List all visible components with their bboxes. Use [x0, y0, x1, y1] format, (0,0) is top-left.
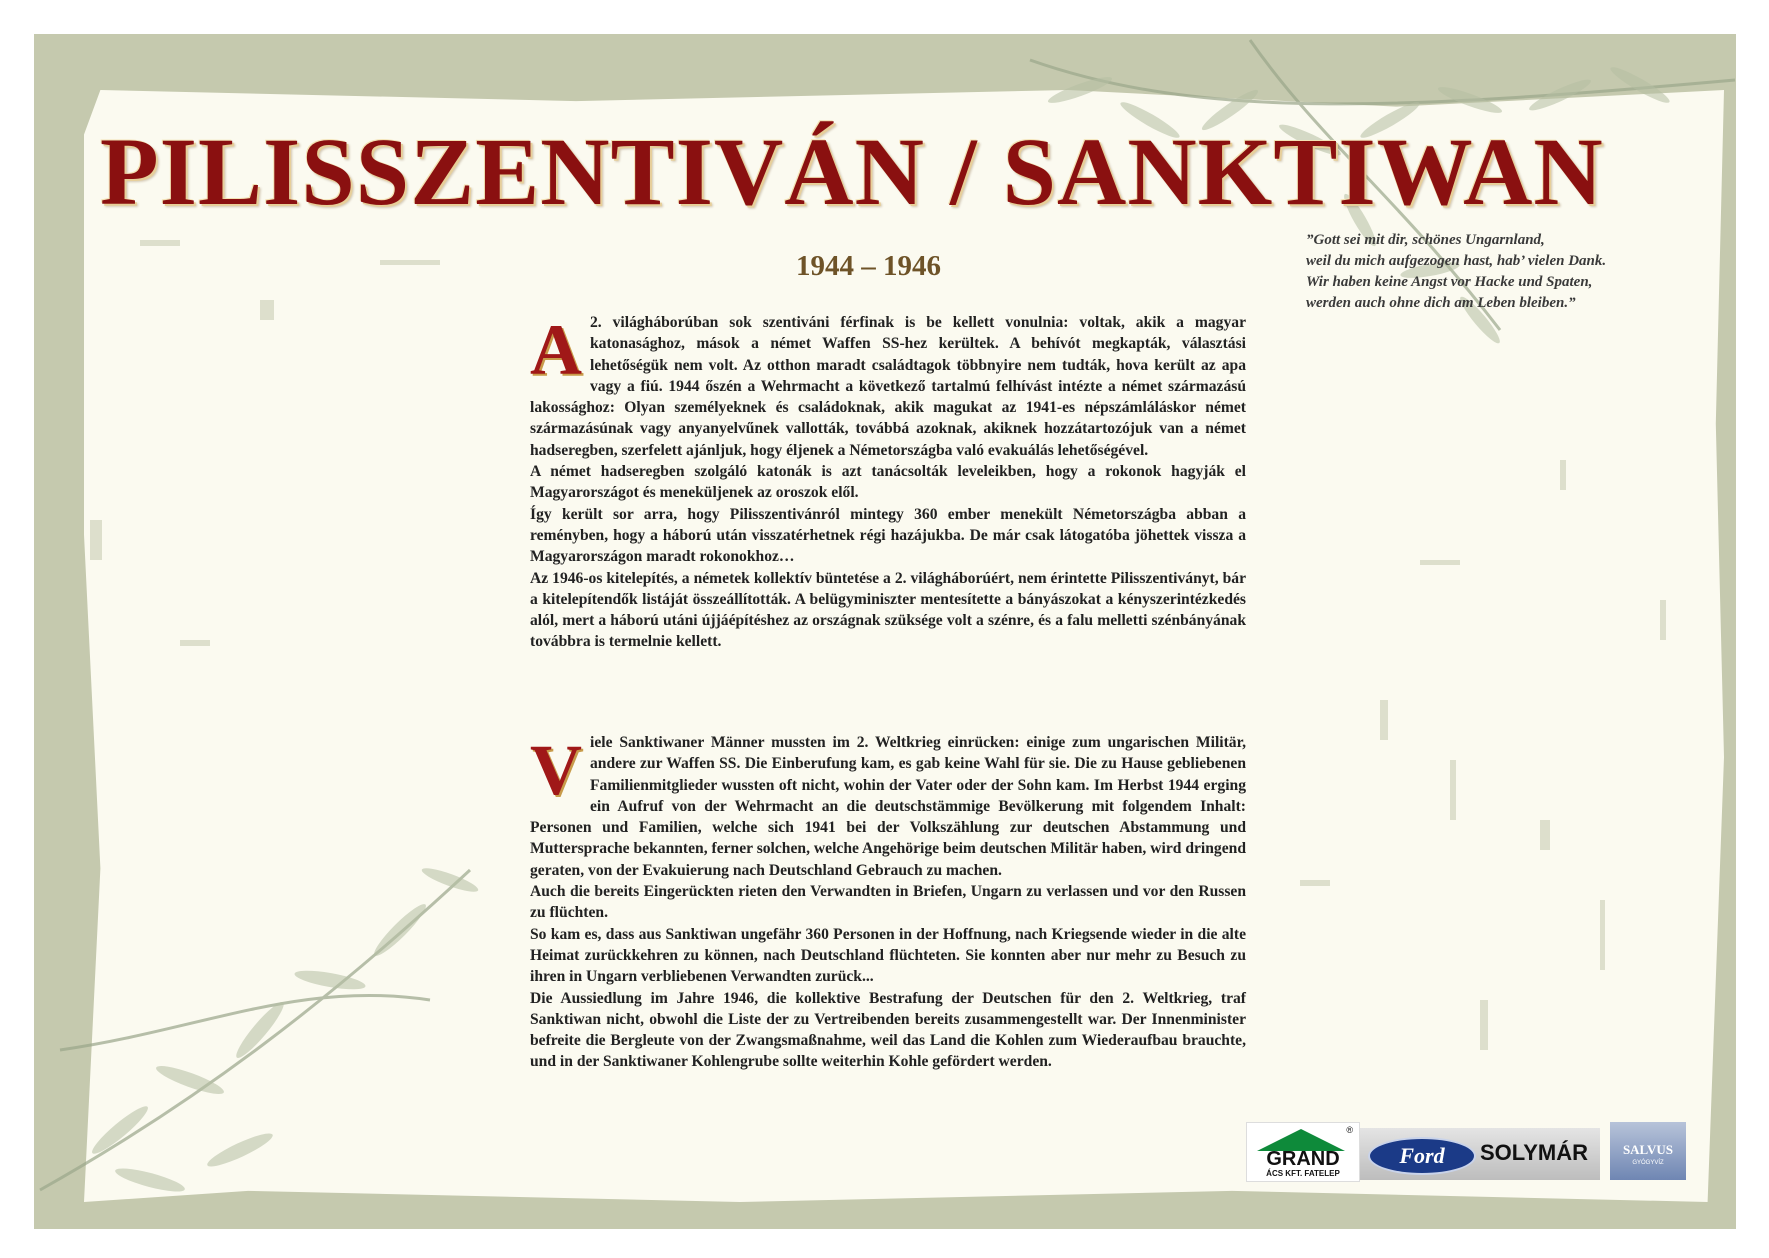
quote-line: werden auch ohne dich am Leben bleiben.” [1306, 295, 1576, 311]
paragraph [530, 732, 1246, 881]
paragraph: So kam es, dass aus Sanktiwan ungefähr 360 Personen in der Hoffnung, nach Kriegsende wieder in die alte Heimat zurückkehren zu können, nach Deutschland flüchteten. Sie konnten aber nur mehr zu Besuch zu ihren in Ungarn verbliebenen Verwandten zurück... [530, 925, 1246, 986]
paragraph: Auch die bereits Eingerückten rieten den Verwandten in Briefen, Ungarn zu verlassen und vor den Russen zu flüchten. [530, 883, 1246, 922]
grand-name: GRAND [1266, 1148, 1340, 1170]
quote-line: Wir haben keine Angst vor Hacke und Spaten, [1306, 274, 1593, 290]
registered-mark: ® [1346, 1125, 1353, 1135]
quote-block [1306, 230, 1696, 314]
year-range: 1944 – 1946 [796, 250, 941, 282]
salvus-name: SALVUS [1622, 1142, 1674, 1157]
german-text [530, 732, 1246, 1073]
grand-subtitle: ÁCS KFT. FATELEP [1266, 1169, 1340, 1178]
page-title: PILISSZENTIVÁN / SANKTIWAN [100, 118, 1604, 225]
paragraph-text: 2. világháborúban sok szentiváni férfinak is be kellett vonulnia: voltak, akik a magyar katonasághoz, mások a német Waffen SS-hez kerültek. A behívót megkapták, választási lehetőségük nem volt. Az otthon maradt családtagok többnyire nem tudták, hova került az apa vagy a fiú. 1944 őszén a Wehrmacht a következő tartalmú felhívást intézte a német származású lakossághoz: Olyan személyeknek és családoknak, akik magukat az 1941-es népszámláláskor német származásúnak vagy anyanyelvűnek vallották, továbbá azoknak, akiknek hozzátartozójuk van a német hadseregben, szerfelett ajánljuk, hogy éljenek a Németországba való evakuálás lehetőségével. [530, 314, 1246, 459]
paragraph: Az 1946-os kitelepítés, a németek kollektív büntetése a 2. világháborúért, nem érintette Pilisszentiványt, bár a kitelepítendők listáját összeállították. A belügyminiszter mentesítette a bányászokat a kényszerintézkedés alól, mert a háború utáni újjáépítéshez az országnak szüksége volt a szénre, és a falu melletti szénbányának továbbra is termelnie kellett. [530, 569, 1246, 651]
ford-logo [1360, 1128, 1600, 1180]
quote-line: weil du mich aufgezogen hast, hab’ vielen Dank. [1306, 253, 1607, 269]
paragraph [530, 312, 1246, 461]
ford-town: SOLYMÁR [1480, 1140, 1588, 1165]
salvus-logo [1610, 1122, 1686, 1180]
paragraph: Die Aussiedlung im Jahre 1946, die kollektive Bestrafung der Deutschen für den 2. Weltkrieg, traf Sanktiwan nicht, obwohl die Liste der zu Vertreibenden bereits zusammengestellt war. Der Innenminister befreite die Bergleute von der Zwangsmaßnahme, weil das Land die Kohlen zum Wiederaufbau brauchte, und in der Sanktiwaner Kohlengrube sollte weiterhin Kohle gefördert werden. [530, 989, 1246, 1071]
hungarian-text [530, 312, 1246, 653]
ford-oval-icon: Ford [1368, 1137, 1476, 1175]
paragraph: A német hadseregben szolgáló katonák is azt tanácsolták leveleikben, hogy a rokonok hagyják el Magyarországot és meneküljenek az oroszok elől. [530, 463, 1246, 502]
drop-cap: A [530, 310, 582, 390]
salvus-subtitle: GYÓGYVÍZ [1632, 1160, 1664, 1166]
paragraph-text: iele Sanktiwaner Männer mussten im 2. Weltkrieg einrücken: einige zum ungarischen Militär, andere zur Waffen SS. Die Einberufung kam, es gab keine Wahl für sie. Die zu Hause gebliebenen Familienmitglieder wussten oft nicht, wohin der Vater oder der Sohn kam. Im Herbst 1944 erging ein Aufruf von der Wehrmacht an die deutschstämmige Bevölkerung mit folgendem Inhalt: Personen und Familien, welche sich 1941 bei der Volkszählung zur deutschen Abstammung und Muttersprache bekannten, ferner solchen, welche Angehörige beim deutschen Militär haben, wird dringend geraten, von der Evakuierung nach Deutschland Gebrauch zu machen. [530, 734, 1246, 879]
paragraph: Így került sor arra, hogy Pilisszentivánról mintegy 360 ember menekült Németországba abban a reményben, hogy a háború után visszatérhetnek régi hazájukba. De már csak látogatóba jöhettek vissza a Magyarországon maradt rokonokhoz… [530, 505, 1246, 566]
quote-line: ”Gott sei mit dir, schönes Ungarnland, [1306, 232, 1545, 248]
grand-logo [1246, 1122, 1360, 1182]
drop-cap: V [530, 730, 582, 810]
